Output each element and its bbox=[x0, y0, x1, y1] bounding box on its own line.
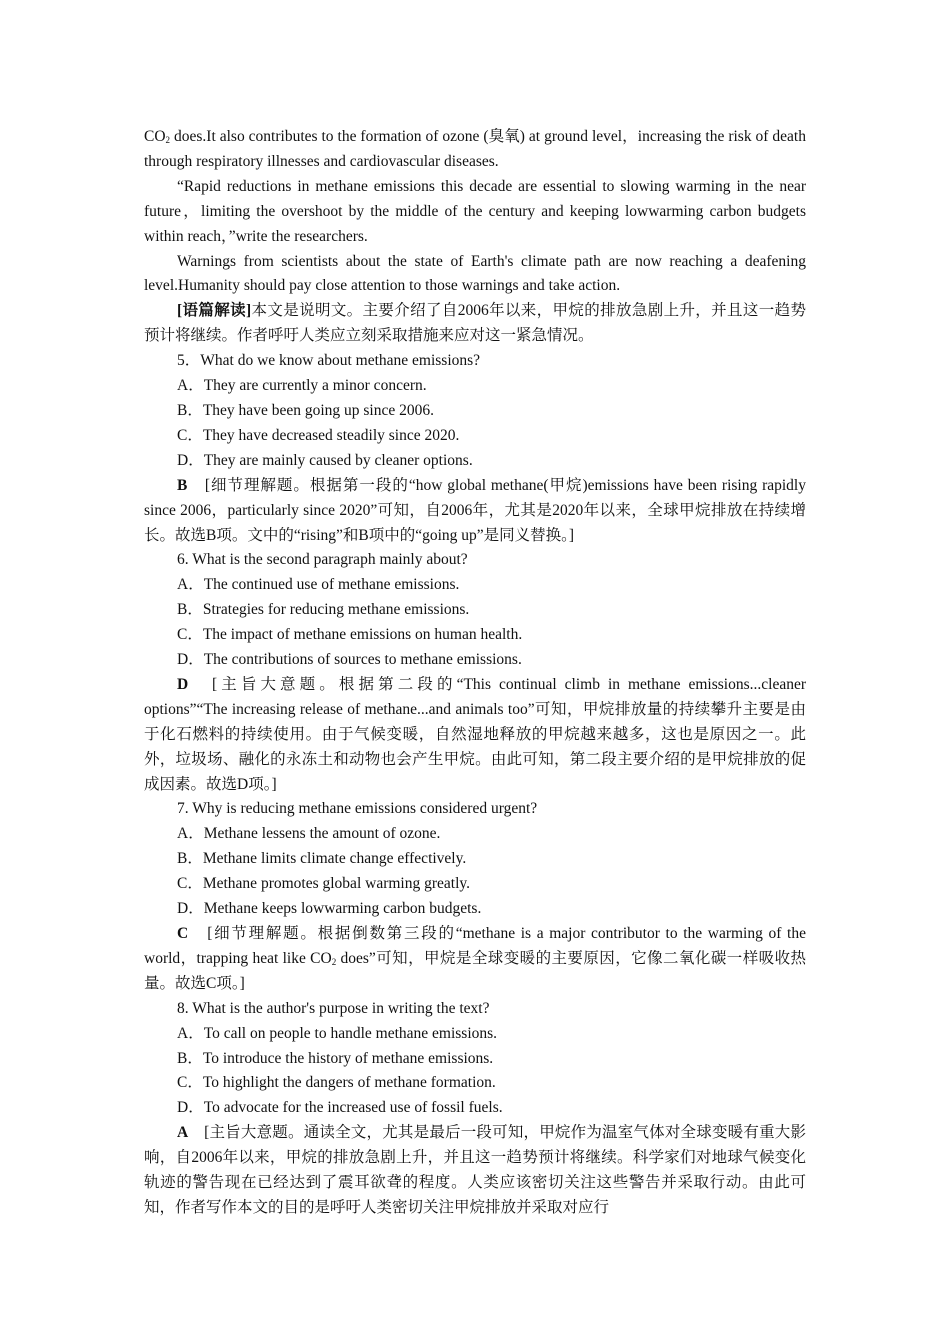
answer-explanation bbox=[144, 922, 806, 997]
question-stem: 8. What is the author's purpose in writing the text? bbox=[177, 999, 490, 1017]
subscript: 2 bbox=[331, 956, 337, 967]
explanation-text: [细节理解题。根据倒数第三段的“methane is a major contributor to the warming of the world，trapping heat like CO bbox=[144, 925, 806, 967]
text-run: does.It also contributes to the formation of ozone (臭氧) at ground level，increasing the risk of death through respiratory illnesses and cardiovascular diseases. bbox=[144, 128, 806, 170]
question-option: D．Methane keeps lowwarming carbon budgets. bbox=[177, 900, 482, 918]
analysis-label: [语篇解读] bbox=[177, 302, 252, 320]
question-option: B．Strategies for reducing methane emissions. bbox=[177, 601, 470, 619]
analysis-text: 本文是说明文。主要介绍了自2006年以来，甲烷的排放急剧上升，并且这一趋势预计将继续。作者呼吁人类应立刻采取措施来应对这一紧急情况。 bbox=[144, 302, 806, 345]
explanation-text: [主旨大意题。根据第二段的“This continual climb in methane emissions...cleaner options”“The increasing release of methane...and animals too”可知，甲烷排放量的持续攀升主要是由于化石燃料的持续使用。由于气候变暖，自然湿地释放的甲烷越来越多，这也是原因之一。此外，垃圾场、融化的永冻土和动物也会产生甲烷。由此可知，第二段主要介绍的是甲烷排放的促成因素。故选D项。] bbox=[144, 675, 806, 793]
question-stem: 6. What is the second paragraph mainly about? bbox=[177, 551, 468, 569]
question-option: D．To advocate for the increased use of fossil fuels. bbox=[177, 1099, 503, 1117]
question-option: B．They have been going up since 2006. bbox=[177, 401, 434, 419]
explanation-text: [主旨大意题。通读全文，尤其是最后一段可知，甲烷作为温室气体对全球变暖有重大影响，自2006年以来，甲烷的排放急剧上升，并且这一趋势预计将继续。科学家们对地球气候变化轨迹的警告现在已经达到了震耳欲聋的程度。人类应该密切关注这些警告并采取行动。由此可知，作者写作本文的目的是呼吁人类密切关注甲烷排放并采取对应行 bbox=[144, 1124, 806, 1216]
question-option: A．They are currently a minor concern. bbox=[177, 377, 427, 395]
question-option: C．They have decreased steadily since 2020. bbox=[177, 426, 460, 444]
question-option: A．To call on people to handle methane emissions. bbox=[177, 1024, 498, 1042]
question-option: A．Methane lessens the amount of ozone. bbox=[177, 825, 441, 843]
question-option: C．To highlight the dangers of methane formation. bbox=[177, 1074, 496, 1092]
question-option: D．The contributions of sources to methane emissions. bbox=[177, 651, 522, 669]
question-option: C．The impact of methane emissions on human health. bbox=[177, 626, 523, 644]
answer-explanation bbox=[144, 1121, 806, 1221]
answer-explanation bbox=[144, 673, 806, 798]
question-stem: 7. Why is reducing methane emissions considered urgent? bbox=[177, 800, 538, 818]
answer-letter: B bbox=[177, 476, 188, 494]
passage-paragraph: Warnings from scientists about the state of Earth's climate path are now reaching a deafening level.Humanity should pay close attention to those warnings and take action. bbox=[144, 252, 806, 295]
answer-letter: A bbox=[177, 1124, 189, 1142]
question-option: D．They are mainly caused by cleaner options. bbox=[177, 451, 473, 469]
question-option: B．To introduce the history of methane emissions. bbox=[177, 1049, 494, 1067]
question-option: B．Methane limits climate change effectively. bbox=[177, 850, 467, 868]
explanation-text: does”可知，甲烷是全球变暖的主要原因，它像二氧化碳一样吸收热量。故选C项。] bbox=[144, 949, 807, 992]
passage-paragraph bbox=[144, 125, 806, 175]
explanation-text: [细节理解题。根据第一段的“how global methane(甲烷)emissions have been rising rapidly since 2006，particularly since 2020”可知，自2006年，尤其是2020年以来，全球甲烷排放在持续增长。故选B项。文中的“rising”和B项中的“going up”是同义替换。] bbox=[144, 476, 806, 544]
analysis-paragraph bbox=[144, 299, 806, 349]
answer-letter: C bbox=[177, 925, 189, 942]
answer-explanation bbox=[144, 474, 806, 549]
question-option: C．Methane promotes global warming greatly. bbox=[177, 875, 470, 893]
document-page bbox=[144, 125, 806, 1221]
question-stem: 5．What do we know about methane emissions? bbox=[177, 352, 481, 370]
subscript: 2 bbox=[165, 135, 171, 145]
passage-paragraph: “Rapid reductions in methane emissions this decade are essential to slowing warming in the near future，limiting the overshoot by the middle of the century and keeping lowwarming carbon budgets within reach，”write the researchers. bbox=[144, 177, 806, 245]
question-option: A．The continued use of methane emissions. bbox=[177, 576, 460, 594]
text-run: CO bbox=[144, 128, 166, 145]
answer-letter: D bbox=[177, 675, 189, 693]
